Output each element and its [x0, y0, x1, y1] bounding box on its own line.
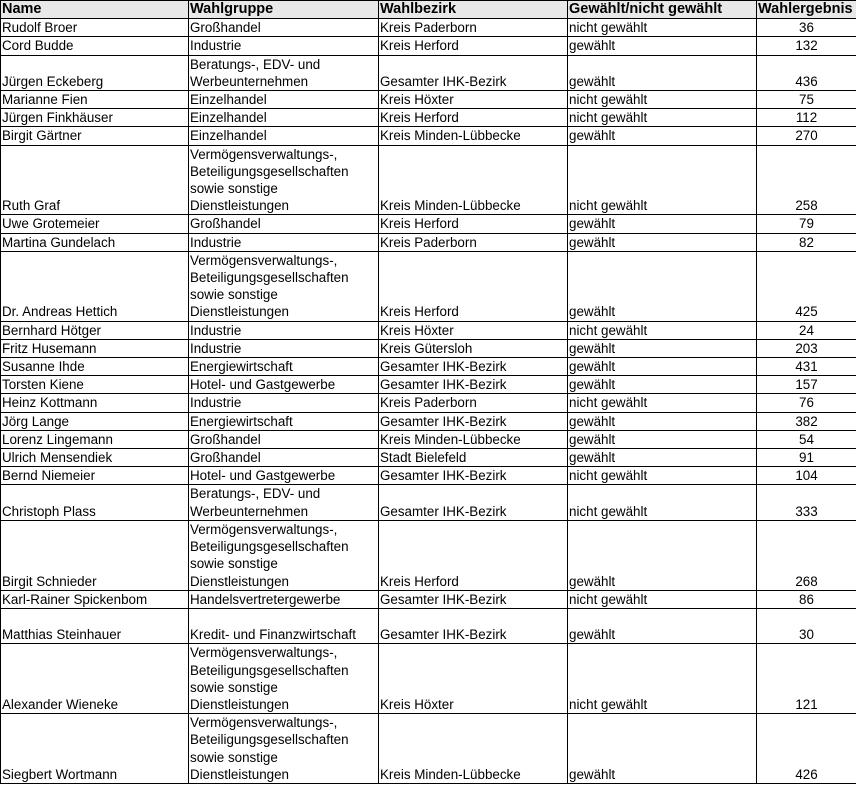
cell-name: Bernd Niemeier [1, 467, 189, 485]
cell-status: gewählt [568, 233, 757, 251]
cell-votes: 382 [757, 412, 856, 430]
cell-group: Energiewirtschaft [189, 358, 379, 376]
cell-votes: 121 [757, 644, 856, 714]
cell-status: nicht gewählt [568, 145, 757, 215]
cell-name: Heinz Kottmann [1, 394, 189, 412]
cell-name: Susanne Ihde [1, 358, 189, 376]
cell-name: Ulrich Mensendiek [1, 449, 189, 467]
cell-name: Uwe Grotemeier [1, 215, 189, 233]
cell-votes: 203 [757, 339, 856, 357]
table-row [1, 339, 856, 357]
cell-status: nicht gewählt [568, 109, 757, 127]
cell-group: Industrie [189, 394, 379, 412]
cell-status: gewählt [568, 520, 757, 590]
cell-votes: 258 [757, 145, 856, 215]
cell-status: nicht gewählt [568, 467, 757, 485]
cell-votes: 79 [757, 215, 856, 233]
cell-votes: 132 [757, 37, 856, 55]
cell-group: Industrie [189, 233, 379, 251]
table-row [1, 215, 856, 233]
cell-name: Martina Gundelach [1, 233, 189, 251]
cell-name: Siegbert Wortmann [1, 714, 189, 784]
table-row [1, 251, 856, 321]
table-row [1, 644, 856, 714]
cell-district: Kreis Minden-Lübbecke [379, 430, 568, 448]
cell-votes: 268 [757, 520, 856, 590]
cell-name: Fritz Husemann [1, 339, 189, 357]
cell-group: Großhandel [189, 19, 379, 37]
header-district: Wahlbezirk [379, 1, 568, 19]
cell-group: Vermögensverwaltungs-, Beteiligungsgesellschaften sowie sonstige Dienstleistungen [189, 520, 379, 590]
cell-district: Kreis Herford [379, 37, 568, 55]
cell-votes: 157 [757, 376, 856, 394]
cell-votes: 431 [757, 358, 856, 376]
cell-votes: 54 [757, 430, 856, 448]
cell-group: Einzelhandel [189, 91, 379, 109]
cell-votes: 104 [757, 467, 856, 485]
cell-status: gewählt [568, 412, 757, 430]
table-row [1, 430, 856, 448]
cell-group: Einzelhandel [189, 109, 379, 127]
cell-votes: 36 [757, 19, 856, 37]
cell-name: Ruth Graf [1, 145, 189, 215]
cell-status: gewählt [568, 714, 757, 784]
cell-district: Stadt Bielefeld [379, 449, 568, 467]
cell-group: Vermögensverwaltungs-, Beteiligungsgesellschaften sowie sonstige Dienstleistungen [189, 145, 379, 215]
header-group: Wahlgruppe [189, 1, 379, 19]
cell-name: Rudolf Broer [1, 19, 189, 37]
cell-group: Beratungs-, EDV- und Werbeunternehmen [189, 485, 379, 520]
cell-name: Jürgen Finkhäuser [1, 109, 189, 127]
cell-group: Energiewirtschaft [189, 412, 379, 430]
cell-district: Kreis Herford [379, 215, 568, 233]
table-row [1, 19, 856, 37]
table-row [1, 91, 856, 109]
cell-group: Handelsvertretergewerbe [189, 590, 379, 608]
cell-status: gewählt [568, 251, 757, 321]
cell-district: Kreis Minden-Lübbecke [379, 714, 568, 784]
cell-group: Hotel- und Gastgewerbe [189, 376, 379, 394]
cell-group: Beratungs-, EDV- und Werbeunternehmen [189, 55, 379, 90]
cell-district: Gesamter IHK-Bezirk [379, 358, 568, 376]
cell-group: Industrie [189, 339, 379, 357]
cell-group: Hotel- und Gastgewerbe [189, 467, 379, 485]
table-row [1, 358, 856, 376]
cell-status: nicht gewählt [568, 91, 757, 109]
table-row [1, 485, 856, 520]
cell-group: Großhandel [189, 215, 379, 233]
cell-votes: 76 [757, 394, 856, 412]
cell-group: Industrie [189, 321, 379, 339]
cell-votes: 425 [757, 251, 856, 321]
cell-district: Kreis Herford [379, 109, 568, 127]
header-row [1, 1, 856, 19]
cell-district: Gesamter IHK-Bezirk [379, 467, 568, 485]
cell-votes: 426 [757, 714, 856, 784]
cell-district: Gesamter IHK-Bezirk [379, 55, 568, 90]
cell-name: Bernhard Hötger [1, 321, 189, 339]
cell-district: Gesamter IHK-Bezirk [379, 376, 568, 394]
cell-status: gewählt [568, 215, 757, 233]
cell-status: gewählt [568, 339, 757, 357]
table-row [1, 127, 856, 145]
cell-name: Alexander Wieneke [1, 644, 189, 714]
cell-district: Kreis Höxter [379, 644, 568, 714]
cell-status: gewählt [568, 376, 757, 394]
cell-status: nicht gewählt [568, 485, 757, 520]
cell-district: Kreis Paderborn [379, 394, 568, 412]
cell-group: Vermögensverwaltungs-, Beteiligungsgesellschaften sowie sonstige Dienstleistungen [189, 714, 379, 784]
cell-votes: 82 [757, 233, 856, 251]
table-row [1, 321, 856, 339]
cell-votes: 30 [757, 608, 856, 643]
cell-votes: 112 [757, 109, 856, 127]
table-row [1, 145, 856, 215]
cell-status: nicht gewählt [568, 321, 757, 339]
cell-name: Birgit Gärtner [1, 127, 189, 145]
cell-district: Gesamter IHK-Bezirk [379, 412, 568, 430]
cell-group: Kredit- und Finanzwirtschaft [189, 608, 379, 643]
cell-name: Birgit Schnieder [1, 520, 189, 590]
cell-district: Kreis Herford [379, 520, 568, 590]
cell-status: nicht gewählt [568, 394, 757, 412]
cell-name: Jörg Lange [1, 412, 189, 430]
table-row [1, 233, 856, 251]
cell-district: Gesamter IHK-Bezirk [379, 608, 568, 643]
cell-district: Kreis Höxter [379, 321, 568, 339]
cell-votes: 436 [757, 55, 856, 90]
cell-district: Kreis Paderborn [379, 233, 568, 251]
cell-name: Karl-Rainer Spickenbom [1, 590, 189, 608]
cell-district: Kreis Höxter [379, 91, 568, 109]
cell-name: Marianne Fien [1, 91, 189, 109]
cell-status: gewählt [568, 449, 757, 467]
cell-group: Vermögensverwaltungs-, Beteiligungsgesellschaften sowie sonstige Dienstleistungen [189, 644, 379, 714]
table-row [1, 376, 856, 394]
cell-group: Industrie [189, 37, 379, 55]
cell-status: nicht gewählt [568, 19, 757, 37]
cell-name: Jürgen Eckeberg [1, 55, 189, 90]
cell-votes: 24 [757, 321, 856, 339]
cell-name: Dr. Andreas Hettich [1, 251, 189, 321]
cell-votes: 333 [757, 485, 856, 520]
cell-district: Kreis Minden-Lübbecke [379, 145, 568, 215]
cell-status: gewählt [568, 37, 757, 55]
table-body [1, 19, 856, 784]
table-row [1, 590, 856, 608]
table-row [1, 109, 856, 127]
cell-group: Vermögensverwaltungs-, Beteiligungsgesellschaften sowie sonstige Dienstleistungen [189, 251, 379, 321]
cell-votes: 91 [757, 449, 856, 467]
cell-status: nicht gewählt [568, 644, 757, 714]
table-row [1, 55, 856, 90]
cell-district: Gesamter IHK-Bezirk [379, 590, 568, 608]
header-name: Name [1, 1, 189, 19]
header-votes: Wahlergebnis [757, 1, 856, 19]
table-row [1, 520, 856, 590]
cell-name: Matthias Steinhauer [1, 608, 189, 643]
table-row [1, 449, 856, 467]
cell-name: Cord Budde [1, 37, 189, 55]
cell-district: Kreis Minden-Lübbecke [379, 127, 568, 145]
cell-status: gewählt [568, 608, 757, 643]
table-row [1, 467, 856, 485]
cell-group: Einzelhandel [189, 127, 379, 145]
table-row [1, 412, 856, 430]
cell-district: Kreis Paderborn [379, 19, 568, 37]
cell-name: Torsten Kiene [1, 376, 189, 394]
cell-status: gewählt [568, 358, 757, 376]
cell-votes: 86 [757, 590, 856, 608]
cell-group: Großhandel [189, 449, 379, 467]
cell-votes: 270 [757, 127, 856, 145]
cell-name: Lorenz Lingemann [1, 430, 189, 448]
table-row [1, 37, 856, 55]
table-row [1, 394, 856, 412]
cell-votes: 75 [757, 91, 856, 109]
cell-name: Christoph Plass [1, 485, 189, 520]
table-row [1, 714, 856, 784]
cell-district: Kreis Herford [379, 251, 568, 321]
cell-status: gewählt [568, 55, 757, 90]
table-row [1, 608, 856, 643]
cell-district: Kreis Gütersloh [379, 339, 568, 357]
cell-status: gewählt [568, 430, 757, 448]
cell-district: Gesamter IHK-Bezirk [379, 485, 568, 520]
cell-status: gewählt [568, 127, 757, 145]
header-status: Gewählt/nicht gewählt [568, 1, 757, 19]
cell-status: nicht gewählt [568, 590, 757, 608]
cell-group: Großhandel [189, 430, 379, 448]
